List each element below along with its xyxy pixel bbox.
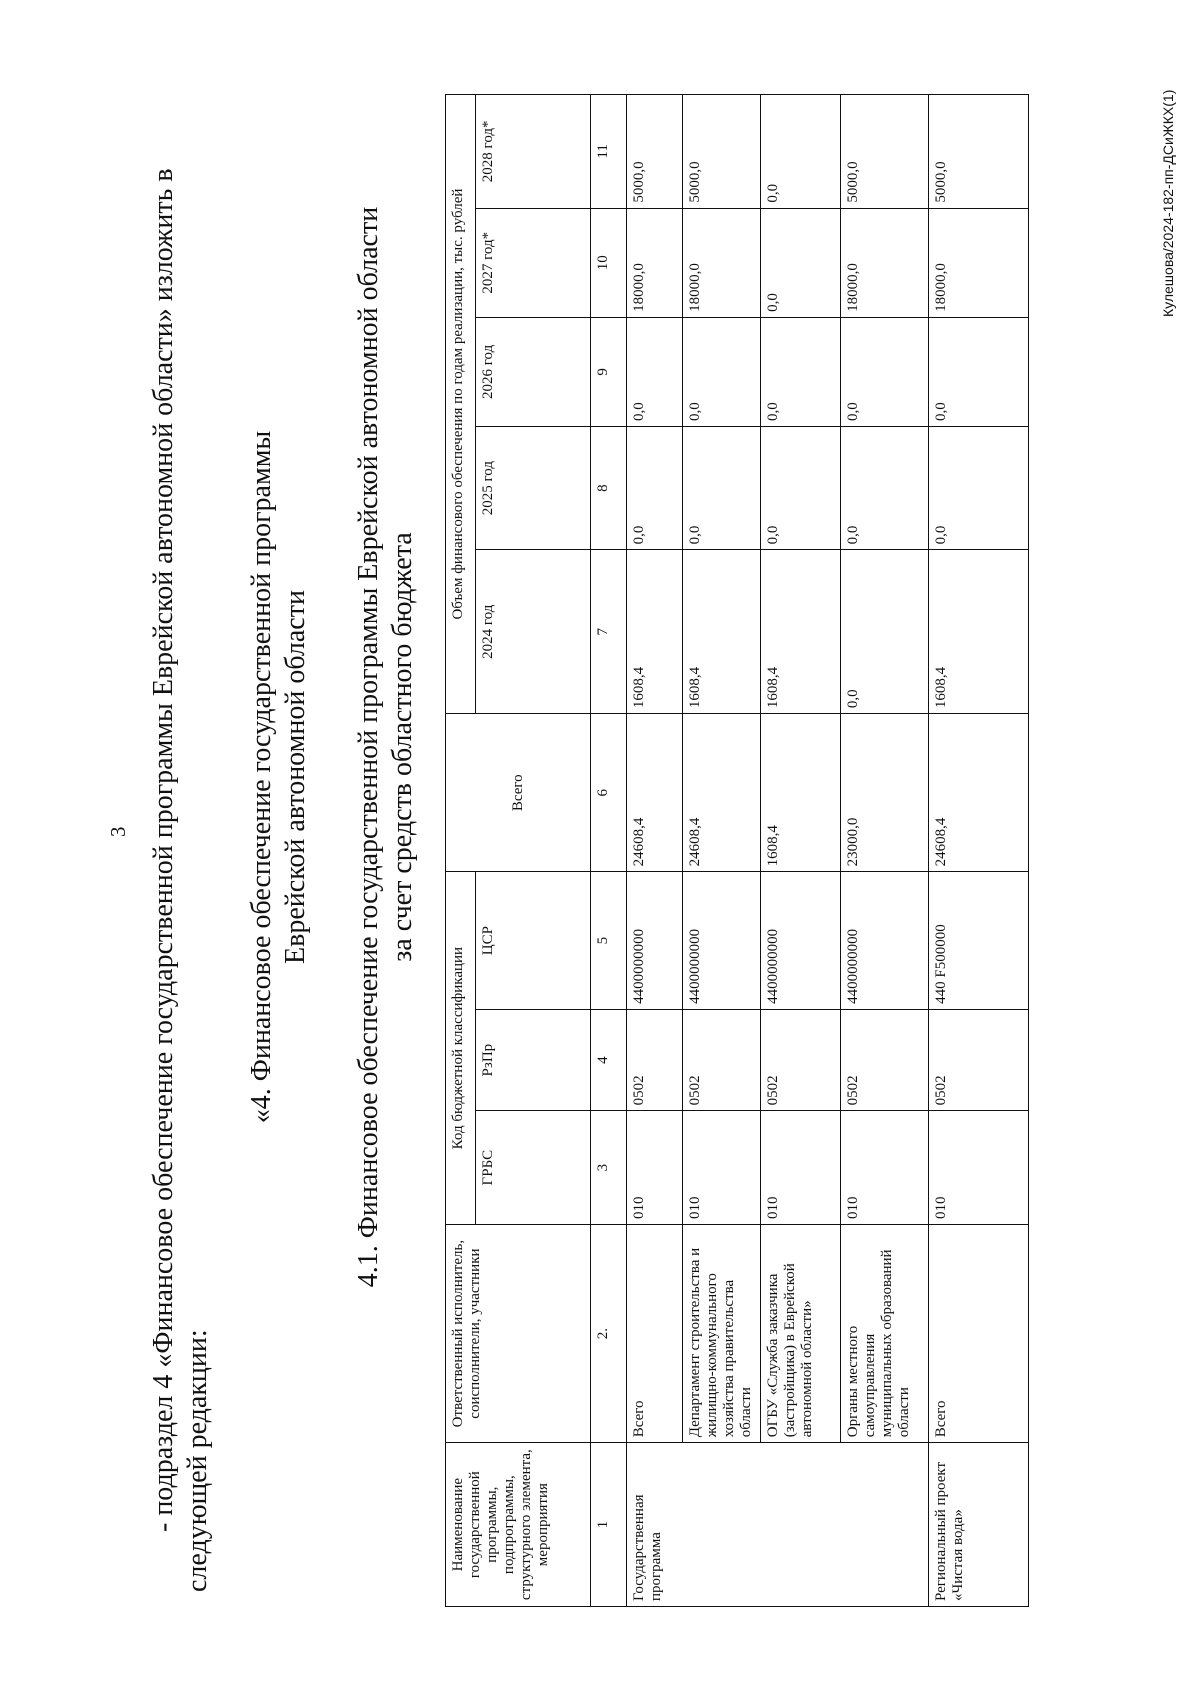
col-num: 7	[591, 550, 627, 714]
csr-cell: 440 F500000	[929, 872, 1029, 1010]
section-4-heading-line1: «4. Финансовое обеспечение государственной программы	[246, 430, 277, 1124]
col-num: 5	[591, 872, 627, 1010]
y2025-cell: 0,0	[929, 426, 1029, 549]
column-number-row	[591, 95, 627, 1607]
section-41-heading-line1: 4.1. Финансовое обеспечение государственной программы Еврейской автономной области	[353, 206, 384, 1288]
y2027-cell: 0,0	[761, 208, 841, 317]
rzpr-cell: 0502	[627, 1009, 683, 1111]
col-num: 2.	[591, 1224, 627, 1442]
table-row	[761, 95, 841, 1607]
col-num: 3	[591, 1111, 627, 1225]
table-row	[627, 95, 683, 1607]
header-grbs: ГРБС	[476, 1111, 591, 1225]
total-cell: 1608,4	[761, 714, 841, 872]
table-row	[683, 95, 761, 1607]
header-2027: 2027 год*	[476, 208, 591, 317]
rzpr-cell: 0502	[841, 1009, 929, 1111]
y2024-cell: 1608,4	[627, 550, 683, 714]
exec-cell: Органы местного самоуправления муниципальных образований области	[841, 1224, 929, 1442]
y2027-cell: 18000,0	[929, 208, 1029, 317]
y2028-cell: 0,0	[761, 95, 841, 209]
y2028-cell: 5000,0	[627, 95, 683, 209]
grbs-cell: 010	[841, 1111, 929, 1225]
rzpr-cell: 0502	[761, 1009, 841, 1111]
grbs-cell: 010	[761, 1111, 841, 1225]
total-cell: 24608,4	[683, 714, 761, 872]
y2028-cell: 5000,0	[929, 95, 1029, 209]
col-num: 11	[591, 95, 627, 209]
col-num: 4	[591, 1009, 627, 1111]
csr-cell: 4400000000	[627, 872, 683, 1010]
rzpr-cell: 0502	[929, 1009, 1029, 1111]
header-2024: 2024 год	[476, 550, 591, 714]
y2026-cell: 0,0	[841, 317, 929, 426]
table-row	[929, 95, 1029, 1607]
y2027-cell: 18000,0	[841, 208, 929, 317]
header-2028: 2028 год*	[476, 95, 591, 209]
y2024-cell: 0,0	[841, 550, 929, 714]
exec-cell: ОГБУ «Служба заказчика (застройщика) в Еврейской автономной области»	[761, 1224, 841, 1442]
section-41-heading-line2: за счет средств областного бюджета	[387, 532, 418, 962]
y2026-cell: 0,0	[683, 317, 761, 426]
y2027-cell: 18000,0	[627, 208, 683, 317]
header-total: Всего	[446, 714, 591, 872]
col-num: 6	[591, 714, 627, 872]
csr-cell: 4400000000	[841, 872, 929, 1010]
col-num: 8	[591, 426, 627, 549]
y2024-cell: 1608,4	[761, 550, 841, 714]
document-footer-code: Кулешова/2024-182-пп-ДСиЖКХ(1)	[1160, 89, 1176, 317]
y2028-cell: 5000,0	[683, 95, 761, 209]
y2028-cell: 5000,0	[841, 95, 929, 209]
y2024-cell: 1608,4	[929, 550, 1029, 714]
finance-table	[445, 94, 1029, 1607]
grbs-cell: 010	[627, 1111, 683, 1225]
header-name: Наименование государственной программы, подпрограммы, структурного элемента, мероприятия	[446, 1443, 591, 1607]
header-rzpr: РзПр	[476, 1009, 591, 1111]
program-name: Государственная программа	[627, 1443, 929, 1607]
y2027-cell: 18000,0	[683, 208, 761, 317]
y2025-cell: 0,0	[683, 426, 761, 549]
exec-cell: Департамент строительства и жилищно-коммунального хозяйства правительства области	[683, 1224, 761, 1442]
total-cell: 24608,4	[627, 714, 683, 872]
exec-cell: Всего	[929, 1224, 1029, 1442]
intro-paragraph: - подраздел 4 «Финансовое обеспечение государственной программы Еврейской автономной области» изложить в следующей редакции:	[148, 168, 213, 1592]
col-num: 1	[591, 1443, 627, 1607]
y2025-cell: 0,0	[627, 426, 683, 549]
section-4-heading-line2: Еврейской автономной области	[280, 590, 311, 964]
y2025-cell: 0,0	[841, 426, 929, 549]
project-name: Региональный проект «Чистая вода»	[929, 1443, 1029, 1607]
total-cell: 24608,4	[929, 714, 1029, 872]
grbs-cell: 010	[929, 1111, 1029, 1225]
col-num: 10	[591, 208, 627, 317]
total-cell: 23000,0	[841, 714, 929, 872]
header-csr: ЦСР	[476, 872, 591, 1010]
section-41-heading	[352, 117, 420, 1377]
table-row	[841, 95, 929, 1607]
header-exec: Ответственный исполнитель, соисполнители, участники	[446, 1224, 591, 1442]
col-num: 9	[591, 317, 627, 426]
y2026-cell: 0,0	[761, 317, 841, 426]
csr-cell: 4400000000	[761, 872, 841, 1010]
grbs-cell: 010	[683, 1111, 761, 1225]
header-2026: 2026 год	[476, 317, 591, 426]
y2026-cell: 0,0	[627, 317, 683, 426]
csr-cell: 4400000000	[683, 872, 761, 1010]
header-volume-group: Объем финансового обеспечения по годам реализации, тыс. рублей	[446, 95, 476, 714]
page-number: 3	[106, 826, 130, 837]
y2026-cell: 0,0	[929, 317, 1029, 426]
y2024-cell: 1608,4	[683, 550, 761, 714]
section-4-heading	[245, 177, 313, 1377]
exec-cell: Всего	[627, 1224, 683, 1442]
header-code-group: Код бюджетной классификации	[446, 872, 476, 1225]
rzpr-cell: 0502	[683, 1009, 761, 1111]
header-2025: 2025 год	[476, 426, 591, 549]
y2025-cell: 0,0	[761, 426, 841, 549]
